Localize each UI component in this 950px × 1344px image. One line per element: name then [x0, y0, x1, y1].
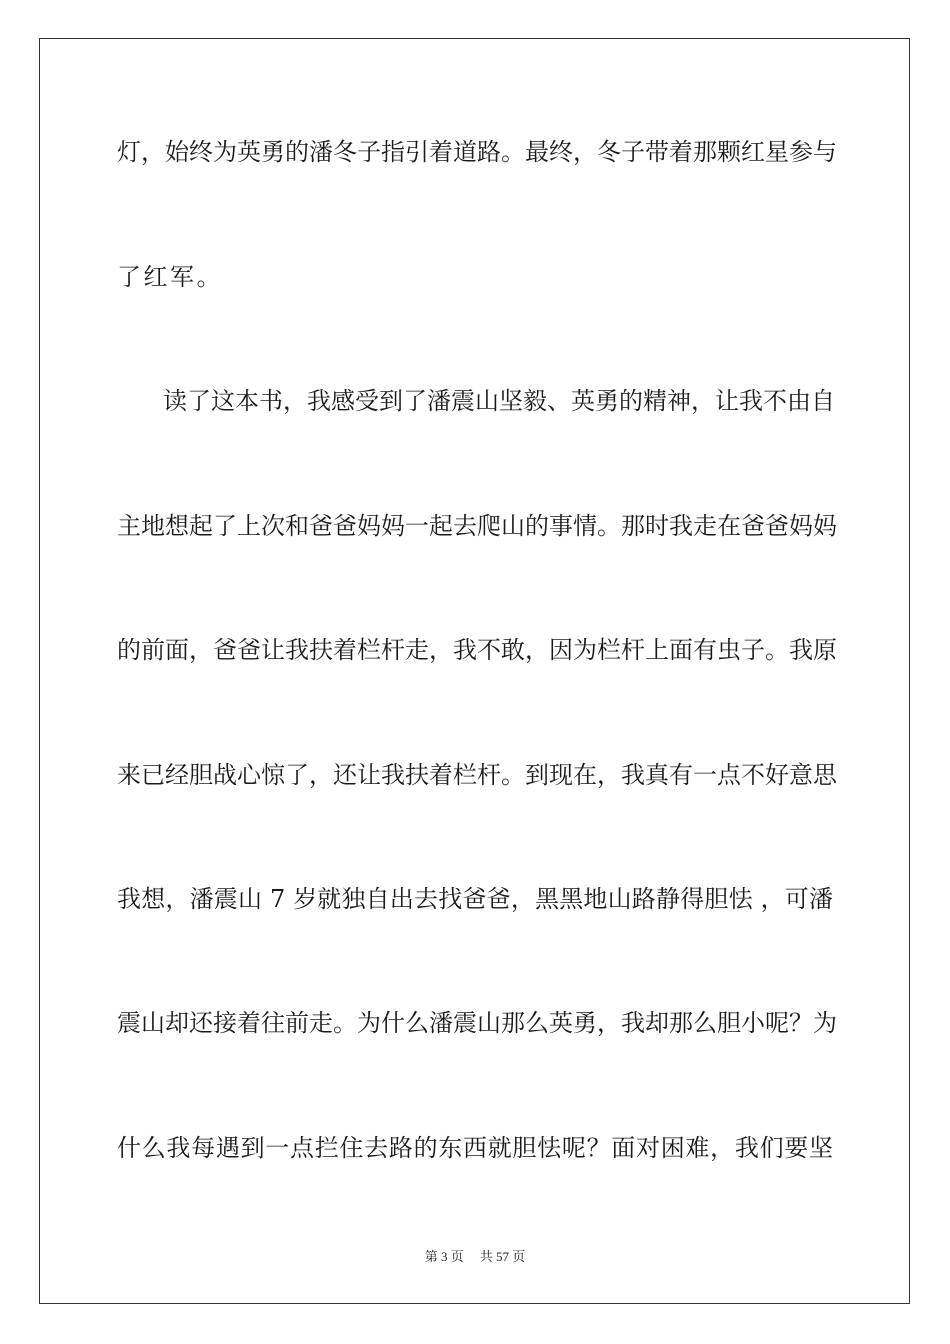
page-number: 第 3 页	[424, 1249, 464, 1264]
page-footer	[0, 1248, 950, 1266]
text-line-7: 我想，潘震山 7 岁就独自出去找爸爸，黑黑地山路静得胆怯 ，可潘	[117, 885, 833, 913]
paragraph-2-line-1: 读了这本书，我感受到了潘震山坚毅、英勇的精神，让我不由自	[163, 387, 835, 415]
text-line-2: 了红军。	[117, 263, 223, 291]
text-line-1: 灯，始终为英勇的潘冬子指引着道路。最终，冬子带着那颗红星参与	[117, 138, 837, 166]
text-line-4: 主地想起了上次和爸爸妈妈一起去爬山的事情。那时我走在爸爸妈妈	[117, 512, 837, 540]
text-line-5: 的前面，爸爸让我扶着栏杆走，我不敢，因为栏杆上面有虫子。我原	[117, 636, 837, 664]
page-total: 共 57 页	[479, 1249, 526, 1264]
text-line-9: 什么我每遇到一点拦住去路的东西就胆怯呢？面对困难，我们要坚	[117, 1134, 833, 1162]
text-line-8: 震山却还接着往前走。为什么潘震山那么英勇，我却那么胆小呢？为	[117, 1009, 837, 1037]
text-line-6: 来已经胆战心惊了，还让我扶着栏杆。到现在，我真有一点不好意思	[117, 761, 837, 789]
page-border	[39, 38, 910, 1304]
